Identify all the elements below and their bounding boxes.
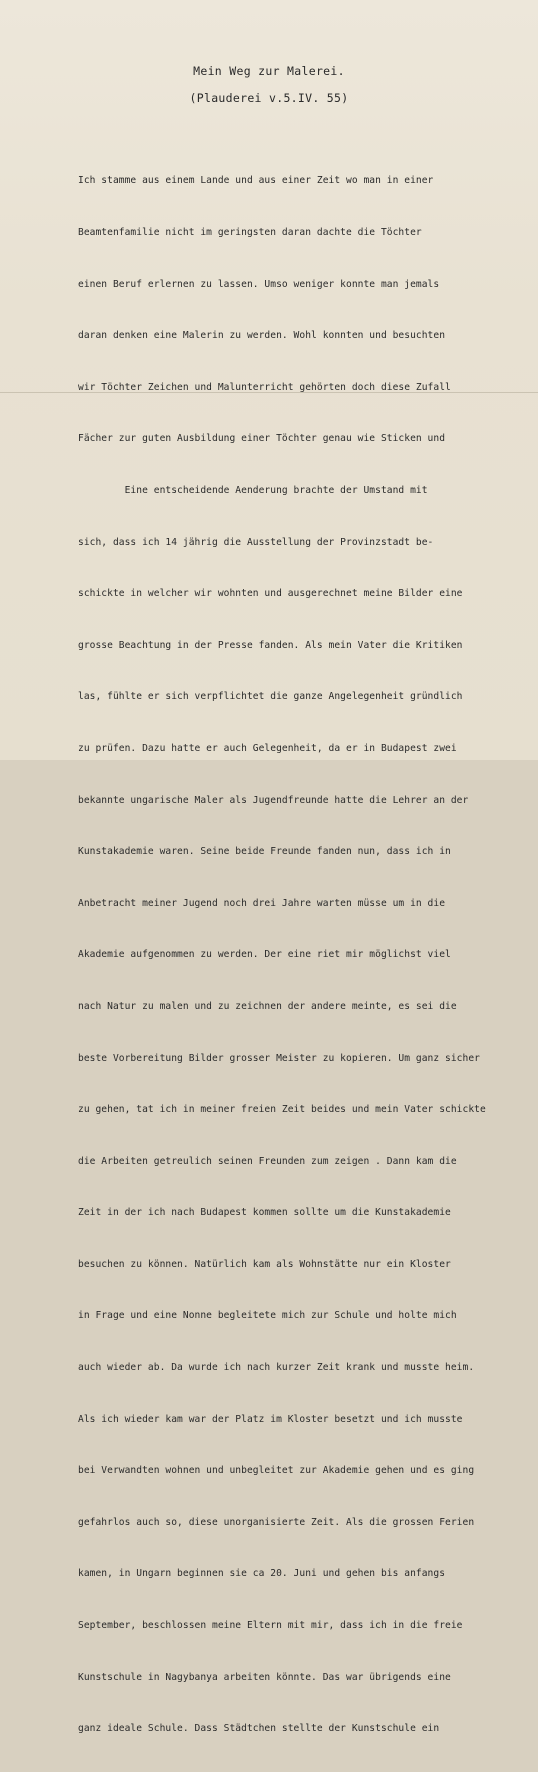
text-line: beste Vorbereitung Bilder grosser Meister zu kopieren. Um ganz sicher: [78, 1052, 480, 1064]
text-line: Als ich wieder kam war der Platz im Kloster besetzt und ich musste: [78, 1413, 463, 1425]
text-line: ganz ideale Schule. Dass Städtchen stellte der Kunstschule ein: [78, 1723, 440, 1735]
document-title: Mein Weg zur Malerei.: [193, 64, 345, 78]
text-line: las, fühlte er sich verpflichtet die ganze Angelegenheit gründlich: [78, 691, 463, 703]
text-line: Kunstschule in Nagybanya arbeiten könnte. Das war übrigends eine: [78, 1671, 451, 1683]
document-body: [78, 138, 528, 1772]
text-line: bei Verwandten wohnen und unbegleitet zur Akademie gehen und es ging: [78, 1465, 475, 1477]
text-line: gefahrlos auch so, diese unorganisierte Zeit. Als die grossen Ferien: [78, 1516, 475, 1528]
text-line: in Frage und eine Nonne begleitete mich zur Schule und holte mich: [78, 1310, 457, 1322]
text-line: daran denken eine Malerin zu werden. Wohl konnten und besuchten: [78, 330, 446, 342]
document-subtitle: (Plauderei v.5.IV. 55): [189, 91, 349, 105]
text-line: zu gehen, tat ich in meiner freien Zeit beides und mein Vater schickte: [78, 1104, 486, 1116]
text-line: Zeit in der ich nach Budapest kommen sollte um die Kunstakademie: [78, 1207, 451, 1219]
text-line: auch wieder ab. Da wurde ich nach kurzer Zeit krank und musste heim.: [78, 1362, 475, 1374]
text-line: Anbetracht meiner Jugend noch drei Jahre warten müsse um in die: [78, 897, 446, 909]
text-line: Akademie aufgenommen zu werden. Der eine riet mir möglichst viel: [78, 949, 451, 961]
text-line: Eine entscheidende Aenderung brachte der Umstand mit: [78, 484, 428, 496]
text-line: Ich stamme aus einem Lande und aus einer Zeit wo man in einer: [78, 175, 434, 187]
text-line: kamen, in Ungarn beginnen sie ca 20. Juni und gehen bis anfangs: [78, 1568, 446, 1580]
text-line: Fächer zur guten Ausbildung einer Töchter genau wie Sticken und: [78, 433, 446, 445]
text-line: wir Töchter Zeichen und Malunterricht gehörten doch diese Zufall: [78, 381, 451, 393]
text-line: nach Natur zu malen und zu zeichnen der andere meinte, es sei die: [78, 1000, 457, 1012]
text-line: bekannte ungarische Maler als Jugendfreunde hatte die Lehrer an der: [78, 794, 469, 806]
text-line: die Arbeiten getreulich seinen Freunden zum zeigen . Dann kam die: [78, 1155, 457, 1167]
text-line: schickte in welcher wir wohnten und ausgerechnet meine Bilder eine: [78, 588, 463, 600]
text-line: September, beschlossen meine Eltern mit mir, dass ich in die freie: [78, 1620, 463, 1632]
text-line: zu prüfen. Dazu hatte er auch Gelegenheit, da er in Budapest zwei: [78, 742, 457, 754]
text-line: besuchen zu können. Natürlich kam als Wohnstätte nur ein Kloster: [78, 1258, 451, 1270]
text-line: Kunstakademie waren. Seine beide Freunde fanden nun, dass ich in: [78, 846, 451, 858]
text-line: sich, dass ich 14 jährig die Ausstellung der Provinzstadt be-: [78, 536, 434, 548]
text-line: Beamtenfamilie nicht im geringsten daran dachte die Töchter: [78, 227, 422, 238]
text-line: einen Beruf erlernen zu lassen. Umso weniger konnte man jemals: [78, 278, 440, 290]
text-line: grosse Beachtung in der Presse fanden. Als mein Vater die Kritiken: [78, 639, 463, 651]
